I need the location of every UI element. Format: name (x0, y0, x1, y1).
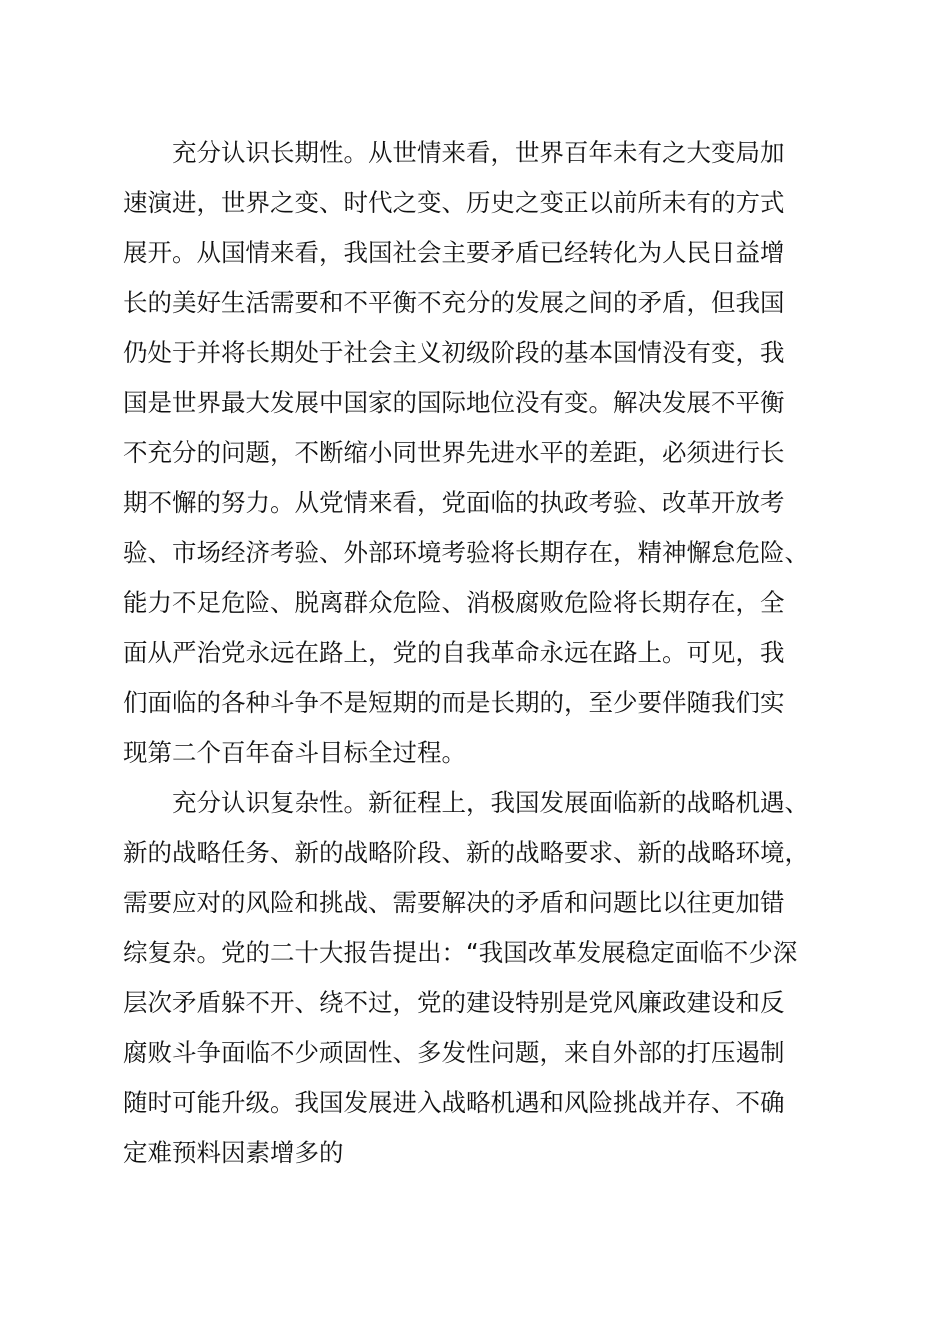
paragraph-line: 国是世界最大发展中国家的国际地位没有变。解决发展不平衡 (123, 388, 785, 417)
paragraph-line: 腐败斗争面临不少顽固性、多发性问题，来自外部的打压遏制 (123, 1038, 785, 1067)
paragraph-line: 现第二个百年奋斗目标全过程。 (123, 738, 466, 767)
paragraph-line: 充分认识长期性。从世情来看，世界百年未有之大变局加 (172, 138, 785, 167)
document-body (123, 133, 823, 1183)
paragraph-line: 新的战略任务、新的战略阶段、新的战略要求、新的战略环境， (123, 838, 809, 867)
paragraph-line: 综复杂。党的二十大报告提出：“我国改革发展稳定面临不少深 (123, 938, 798, 967)
paragraph-line: 能力不足危险、脱离群众危险、消极腐败危险将长期存在，全 (123, 588, 785, 617)
paragraph-line: 不充分的问题，不断缩小同世界先进水平的差距，必须进行长 (123, 438, 785, 467)
paragraph-line: 速演进，世界之变、时代之变、历史之变正以前所未有的方式 (123, 188, 785, 217)
paragraph-line: 期不懈的努力。从党情来看，党面临的执政考验、改革开放考 (123, 488, 785, 517)
paragraph-line: 验、市场经济考验、外部环境考验将长期存在，精神懈怠危险、 (123, 538, 809, 567)
paragraph-line: 们面临的各种斗争不是短期的而是长期的，至少要伴随我们实 (123, 688, 785, 717)
paragraph-long-term (123, 133, 823, 783)
paragraph-line: 仍处于并将长期处于社会主义初级阶段的基本国情没有变，我 (123, 338, 785, 367)
paragraph-line: 充分认识复杂性。新征程上，我国发展面临新的战略机遇、 (172, 788, 809, 817)
paragraph-complexity (123, 783, 823, 1183)
paragraph-line: 需要应对的风险和挑战、需要解决的矛盾和问题比以往更加错 (123, 888, 785, 917)
paragraph-line: 展开。从国情来看，我国社会主要矛盾已经转化为人民日益增 (123, 238, 785, 267)
paragraph-line: 面从严治党永远在路上，党的自我革命永远在路上。可见，我 (123, 638, 785, 667)
paragraph-line: 定难预料因素增多的 (123, 1138, 344, 1167)
paragraph-line: 随时可能升级。我国发展进入战略机遇和风险挑战并存、不确 (123, 1088, 785, 1117)
paragraph-line: 长的美好生活需要和不平衡不充分的发展之间的矛盾，但我国 (123, 288, 785, 317)
paragraph-line: 层次矛盾躲不开、绕不过，党的建设特别是党风廉政建设和反 (123, 988, 785, 1017)
